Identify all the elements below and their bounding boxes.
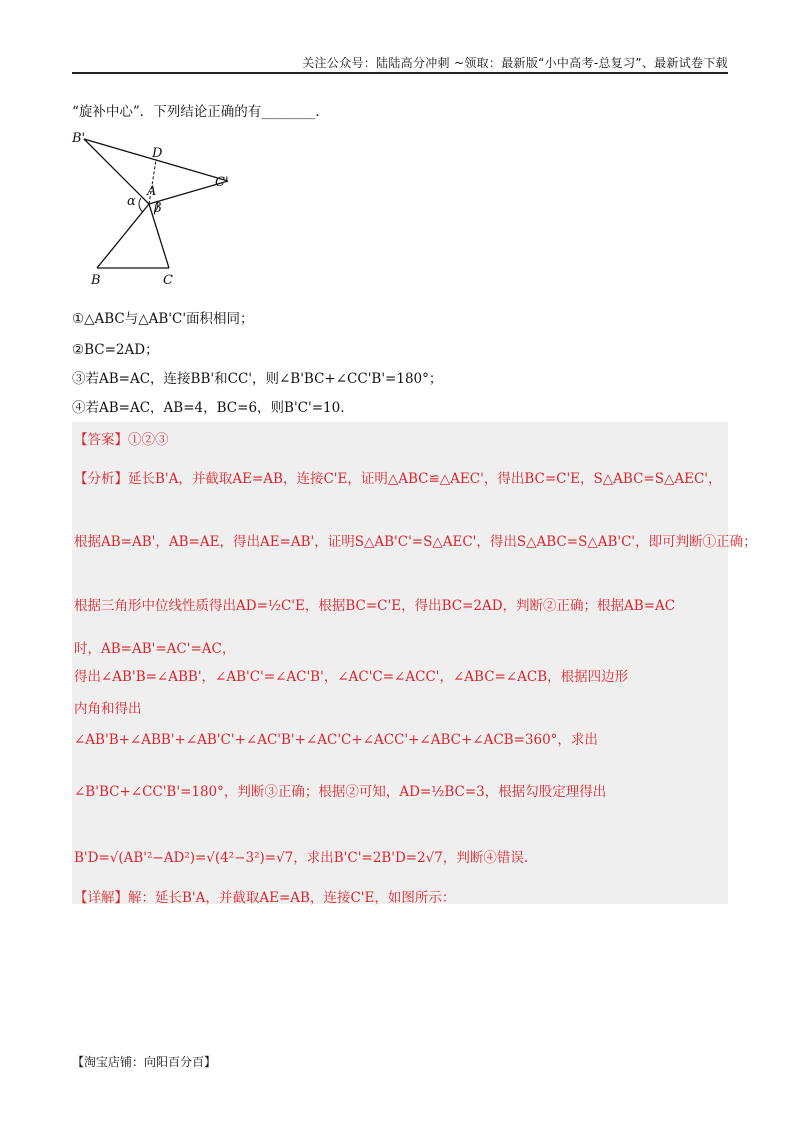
analysis-line-0	[74, 467, 722, 487]
statement-4: ④若AB=AC，AB=4，BC=6，则B'C'=10.	[72, 400, 345, 416]
label-b: B	[91, 273, 101, 288]
analysis-text-0: 延长B'A，并截取AE=AB，连接C'E，证明△ABC≌△AEC'，得出BC=C'E，S△ABC=S△AEC'，	[128, 471, 722, 487]
analysis-line-3: 时，AB=AB'=AC'=AC，	[74, 641, 236, 657]
analysis-line-7: ∠B'BC+∠CC'B'=180°，判断③正确；根据②可知，AD=½BC=3，根据勾股定理得出	[74, 784, 607, 800]
header-text: 关注公众号：陆陆高分冲刺 ~领取：最新版“小中高考-总复习”、最新试卷下载	[302, 56, 728, 70]
analysis-label: 【分析】	[74, 471, 128, 487]
detail-text: 解：延长B'A，并截取AE=AB，连接C'E，如图所示：	[128, 890, 456, 906]
label-beta: β	[154, 201, 162, 216]
statement-3: ③若AB=AC，连接BB'和CC'，则∠B'BC+∠CC'B'=180°；	[72, 371, 443, 387]
label-c-prime: C'	[215, 175, 229, 190]
question-intro: “旋补中心”．下列结论正确的有________.	[72, 104, 320, 120]
detail-line	[74, 886, 455, 906]
label-c: C	[163, 273, 173, 288]
statement-1: ①△ABC与△AB'C'面积相同；	[72, 311, 254, 327]
detail-label: 【详解】	[74, 890, 128, 906]
geometry-figure	[70, 128, 270, 290]
analysis-line-1: 根据AB=AB'，AB=AE，得出AE=AB'，证明S△AB'C'=S△AEC'，得出S△ABC=S△AB'C'，即可判断①正确；	[74, 534, 757, 550]
label-d: D	[152, 146, 163, 161]
solution-box	[72, 422, 728, 904]
label-b-prime: B'	[72, 131, 86, 146]
page-header	[72, 50, 728, 74]
answer-line	[74, 428, 169, 448]
analysis-line-4: 得出∠AB'B=∠ABB'，∠AB'C'=∠AC'B'，∠AC'C=∠ACC'，∠ABC=∠ACB，根据四边形	[74, 669, 629, 685]
statement-2: ②BC=2AD；	[72, 342, 159, 358]
page-footer: 【淘宝店铺：向阳百分百】	[72, 1055, 217, 1069]
answer-value: ①②③	[128, 432, 169, 448]
analysis-line-5: 内角和得出	[74, 701, 142, 717]
analysis-line-6: ∠AB'B+∠ABB'+∠AB'C'+∠AC'B'+∠AC'C+∠ACC'+∠ABC+∠ACB=360°，求出	[74, 732, 598, 748]
label-alpha: α	[127, 194, 136, 209]
analysis-line-8: B'D=√(AB'²−AD²)=√(4²−3²)=√7，求出B'C'=2B'D=2√7，判断④错误.	[74, 850, 529, 866]
label-a: A	[147, 184, 157, 199]
answer-label: 【答案】	[74, 432, 128, 448]
analysis-line-2: 根据三角形中位线性质得出AD=½C'E，根据BC=C'E，得出BC=2AD，判断②正确；根据AB=AC	[74, 598, 676, 614]
